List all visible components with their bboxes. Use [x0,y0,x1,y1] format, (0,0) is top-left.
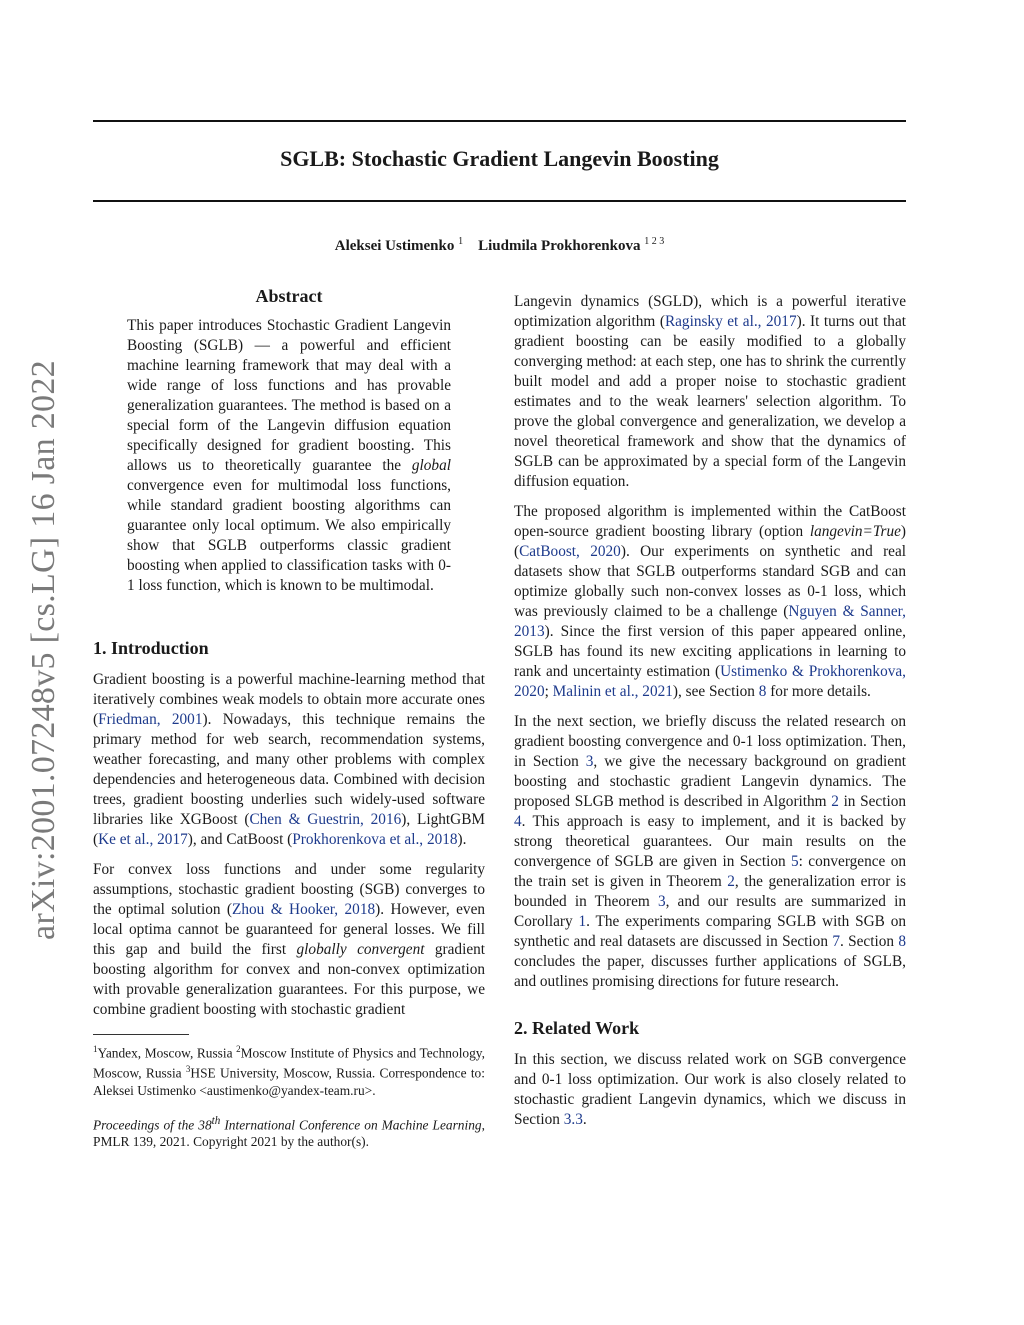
right-column [514,292,906,1140]
abstract-heading: Abstract [255,286,323,306]
corollary-ref-link[interactable]: 1 [578,913,587,930]
title-rule-bottom [93,200,906,202]
citation-link[interactable]: Friedman, 2001 [98,711,203,728]
section-ref-link[interactable]: 8 [898,933,906,950]
abstract-emphasis: global [411,457,451,474]
citation-link[interactable]: CatBoost, 2020 [519,543,621,560]
paragraph: The proposed algorithm is implemented within the CatBoost open-source gradient boosting library (option langevin=True) (CatBoost, 2020). Our experiments on synthetic and real datasets show that SGLB outperforms standard SGB and can optimize globally such non-convex losses as 0-1 loss, which was previously claimed to be a challenge (Nguyen & Sanner, 2013). Since the first version of this paper appeared online, SGLB has found its new exciting applications in learning to rank and uncertainty estimation (Ustimenko & Prokhorenkova, 2020; Malinin et al., 2021), see Section 8 for more details. [514,503,907,700]
citation-link[interactable]: Nguyen & Sanner, 2013 [514,603,906,640]
citation-link[interactable]: Chen & Guestrin, 2016 [249,811,402,828]
author-affiliation-marker: 1 [458,236,464,247]
section-ref-link[interactable]: 8 [758,683,767,700]
abstract-text: convergence even for multimodal loss functions, while standard gradient boosting algorithms can guarantee only local optimum. We also empirically show that SGLB outperforms classic gradient boosting when applied to classification tasks with 0-1 loss function, which is known to be multimodal. [127,477,451,594]
citation-link[interactable]: Zhou & Hooker, 2018 [232,901,376,918]
section-ref-link[interactable]: 4 [514,813,522,830]
footnote-divider [93,1034,189,1035]
section-ref-link[interactable]: 3.3 [563,1111,583,1128]
left-column [93,286,485,1150]
paragraph: In this section, we discuss related work on SGB convergence and 0-1 loss optimization. Our work is also closely related to stochastic gradient Langevin dynamics, which we discuss in Section 3.3. [514,1051,906,1128]
section-ref-link[interactable]: 3 [585,753,594,770]
section-ref-link[interactable]: 7 [832,933,840,950]
title-rule-top [93,120,906,122]
citation-link[interactable]: Ustimenko & Prokhorenkova, 2020 [514,663,906,700]
paragraph: Langevin dynamics (SGLD), which is a powerful iterative optimization algorithm (Raginsky et al., 2017). It turns out that gradient boosting can be easily modified to a globally converging method: at each step, one has to shrink the currently built model and add a proper noise to stochastic gradient estimates and to the weak learners' selection algorithm. To prove the global convergence and generalization, we develop a novel theoretical framework and show that the dynamics of SGLB can be approximated by a special form of the Langevin diffusion equation. [514,293,906,490]
abstract-text: This paper introduces Stochastic Gradient Langevin Boosting (SGLB) — a powerful and efficient machine learning framework that may deal with a wide range of loss functions and has provable generalization guarantees. The method is based on a special form of the Langevin diffusion equation specifically designed for gradient boosting. This allows us to theoretically guarantee the [127,317,451,474]
arxiv-sidebar-stamp: arXiv:2001.07248v5 [cs.LG] 16 Jan 2022 [25,360,62,940]
author-affiliation-marker: 1 2 3 [644,236,665,247]
author-name: Aleksei Ustimenko [334,238,455,254]
author-line [93,236,906,255]
theorem-ref-link[interactable]: 3 [657,893,666,910]
section-ref-link[interactable]: 5 [791,853,799,870]
paper-title: SGLB: Stochastic Gradient Langevin Boosting [280,146,719,171]
author-name: Liudmila Prokhorenkova [478,238,641,254]
citation-link[interactable]: Ke et al., 2017 [98,831,188,848]
paragraph: For convex loss functions and under some regularity assumptions, stochastic gradient boosting (SGB) converges to the optimal solution (Zhou & Hooker, 2018). However, even local optima cannot be guaranteed for general losses. We fill this gap and build the first globally convergent gradient boosting algorithm for convex and non-convex optimization with provable generalization guarantees. For this purpose, we combine gradient boosting with stochastic gradient [93,861,486,1018]
section-heading-related-work: 2. Related Work [514,1018,640,1038]
citation-link[interactable]: Prokhorenkova et al., 2018 [292,831,458,848]
paragraph: Gradient boosting is a powerful machine-learning method that iteratively combines weak models to obtain more accurate ones (Friedman, 2001). Nowadays, this technique remains the primary method for web search, recommendation systems, weather forecasting, and many other problems with complex dependencies and heterogeneous data. Combined with decision trees, gradient boosting underlies such widely-used software libraries like XGBoost (Chen & Guestrin, 2016), LightGBM (Ke et al., 2017), and CatBoost (Prokhorenkova et al., 2018). [93,671,485,848]
affiliation-footnote: $^1$Yandex, Moscow, Russia $^2$Moscow Institute of Physics and Technology, Moscow, Russia $^3$HSE University, Moscow, Russia. Correspondence to: Aleksei Ustimenko <austimenko@yandex-team.ru>. [93,1044,485,1098]
proceedings-note: Proceedings of the 38th International Conference on Machine Learning, PMLR 139, 2021. Copyright 2021 by the author(s). [93,1114,485,1150]
abstract-body [127,316,451,596]
algorithm-ref-link[interactable]: 2 [831,793,839,810]
citation-link[interactable]: Malinin et al., 2021 [552,683,673,700]
section-heading-introduction: 1. Introduction [93,638,209,658]
paragraph: In the next section, we briefly discuss the related research on gradient boosting convergence and 0-1 loss optimization. Then, in Section 3, we give the necessary background on gradient boosting and stochastic gradient Langevin dynamics. The proposed SLGB method is described in Algorithm 2 in Section 4. This approach is easy to implement, and it is backed by strong theoretical guarantees. Our main results on the convergence of SGLB are given in Section 5: convergence on the train set is given in Theorem 2, the generalization error is bounded in Theorem 3, and our results are summarized in Corollary 1. The experiments comparing SGLB with SGB on synthetic and real datasets are discussed in Section 7. Section 8 concludes the paper, discusses further applications of SGLB, and outlines promising directions for future research. [514,713,906,990]
citation-link[interactable]: Raginsky et al., 2017 [664,313,797,330]
theorem-ref-link[interactable]: 2 [727,873,735,890]
